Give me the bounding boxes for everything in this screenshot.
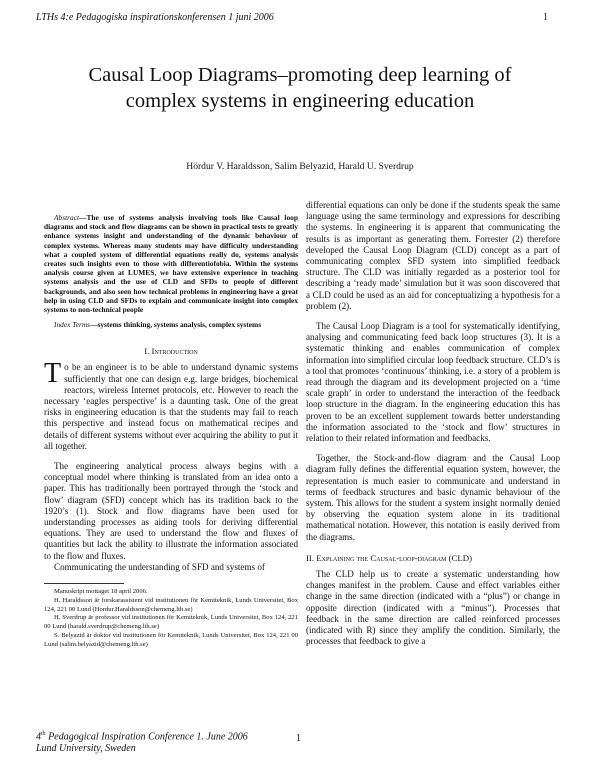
footnote-sverdrup: H. Sverdrup är professor vid institutionen för Kemiteknik, Lunds Universitet, Box 124, 221 00 Lund (harald.sverdrup@chemeng.lth.se) [44, 614, 298, 631]
abstract-label: Abstract [54, 213, 80, 222]
section-heading-introduction [44, 346, 298, 356]
footer-page-number: 1 [296, 733, 301, 744]
abstract [44, 213, 298, 314]
section-title: Introduction [151, 346, 198, 357]
footnote-received: Manuskript mottaget 18 april 2006. [54, 588, 148, 596]
section-heading-cld [306, 553, 560, 563]
right-paragraph-4: The CLD help us to create a systematic understanding how changes manifest in the problem. Cause and effect variables either change in the same direction (indicated with a “plus”) or change in opposite direction (indicated with a “minus”). Processes that feedback in the same direction are called reinforced processes (indicated with R) since they amplify the condition. Similarly, the processes that feedback to give a [306, 568, 560, 647]
right-paragraph-1: differential equations can only be done if the students speak the same language using the same terminology and expressions for describing the systems. In engineering it is apparent that communicating the results is as important as generating them. Forrester (2) therefore developed the Causal Loop Diagram (CLD) concept as a part of communicating complex SFD system into simplified feedback structure. The CLD was initially regarded as a posterior tool for describing a ‘ready made’ simulation but it was soon discovered that a CLD could be used as an aid for conceptualizing a hypothesis for a problem (2). [306, 200, 560, 311]
footnote-haraldsson: H. Haraldsson är forskarassistent vid institutionen för Kemiteknik, Lunds Universitet, Box 124, 221 00 Lund (Hordur.Haraldsson@chemeng.lth.se) [44, 596, 298, 613]
footnote-rule [44, 583, 124, 584]
author-list: Hördur V. Haraldsson, Salim Belyazid, Harald U. Sverdrup [186, 161, 414, 172]
abstract-text: —The use of systems analysis involving tools like Causal loop diagrams and stock and flow diagrams can be shown in practical tests to greatly enhance systems insight and understanding of the dynamic behaviour of complex systems. Whereas many students may have difficulty understanding what a coupled system of differential equations really do, systems analysis creates such insights even to those with differentiofobia. Within the systems analysis course given at LUMES, we have extensive experience in teaching systems analysis and the use of CLD and SFDs to people of different backgrounds, and also seen how technical problems in engineering have a great help in using CLD and SFDs to explain and communicate insight into complex systems to non-technical people [44, 213, 298, 315]
drop-cap: T [44, 358, 62, 390]
intro-paragraph-2: The engineering analytical process always begins with a conceptual model where thinking is translated from an idea onto a paper. This has traditionally been portrayed through the ‘stock and flow’ diagram (SFD) concept which has its tradition back to the 1920’s (1). Stock and flow diagrams have been used for understanding processes as aiding tools for deriving differential equations. They are used to understand the flow and fluxes of quantities but lack the ability to illustrate the information associated to the flow and fluxes. [44, 461, 298, 561]
footer-conference-name: Pedagogical Inspiration Conference 1. June 2006 [48, 731, 248, 743]
intro-paragraph-1-text: o be an engineer is to be able to understand dynamic systems sufficiently that one can design e.g. large bridges, biochemical reactors, wireless Internet protocols, etc. However to reach the necessary ‘eagles perspective’ is a daunting task. One of the great risks in engineering education is that the students may fail to reach this perspective and instead focus on mathematical recipes and details of different systems without ever acquiring the ability to put it all together. [44, 362, 298, 451]
footer-ordinal-suffix: th [41, 731, 46, 737]
left-column [44, 200, 298, 650]
right-paragraph-2: The Causal Loop Diagram is a tool for systematically identifying, analysing and communicating feed back loop structures (3). It is a systematic thinking and enables communication of complex information into simplified circular loop feedback structure. CLD’s is a tool that promotes ‘continuous’ thinking, i.e. a story of a problem is read through the diagram and its development projected on a ‘time scale graph’ in order to understand the interaction of the feedback loop structure in the diagram. In the engineering education this has proven to be an excellent supplement towards better understanding the information associated to the ‘stock and flow’ structures in relation to their related information and feedbacks. [306, 321, 560, 444]
footer-line-2: Lund University, Sweden [36, 743, 136, 755]
intro-paragraph-1 [44, 358, 298, 452]
header-page-number: 1 [543, 12, 548, 23]
footer-ordinal: 4 [36, 731, 41, 743]
section-2-title: Explaining the Causal-loop-diagram (CLD) [316, 552, 473, 563]
index-terms [44, 320, 298, 329]
intro-paragraph-3: Communicating the understanding of SFD and systems of [54, 561, 265, 572]
paper-title: Causal Loop Diagrams–promoting deep learning of complex systems in engineering education [88, 64, 512, 112]
index-terms-text: —systems thinking, systems analysis, complex systems [90, 320, 262, 330]
footnote-belyazid: S. Belyazid är doktor vid institutionen för Kemiteknik, Lunds Universitet, Box 124, 221 00 Lund (salim.belyazid@chemeng.lth.se) [44, 632, 298, 648]
right-paragraph-3: Together, the Stock-and-flow diagram and the Causal Loop diagram fully defines the differential equation system, however, the representation is much easier to communicate and understand in terms of feedback structures and basic dynamic behaviour of the system. This allows for the student a system insight normally denied by observing the equation system alone in its traditional mathematical notation. However, this notation is easily derived from the diagrams. [306, 453, 560, 542]
index-terms-label: Index Terms [54, 320, 91, 330]
footer-line-1 [36, 728, 248, 743]
right-column [306, 200, 560, 647]
running-header: LTHs 4:e Pedagogiska inspirationskonferensen 1 juni 2006 [36, 12, 274, 23]
section-2-number: II. [306, 552, 315, 563]
conference-footer [36, 728, 248, 755]
section-number: I. [144, 346, 150, 357]
